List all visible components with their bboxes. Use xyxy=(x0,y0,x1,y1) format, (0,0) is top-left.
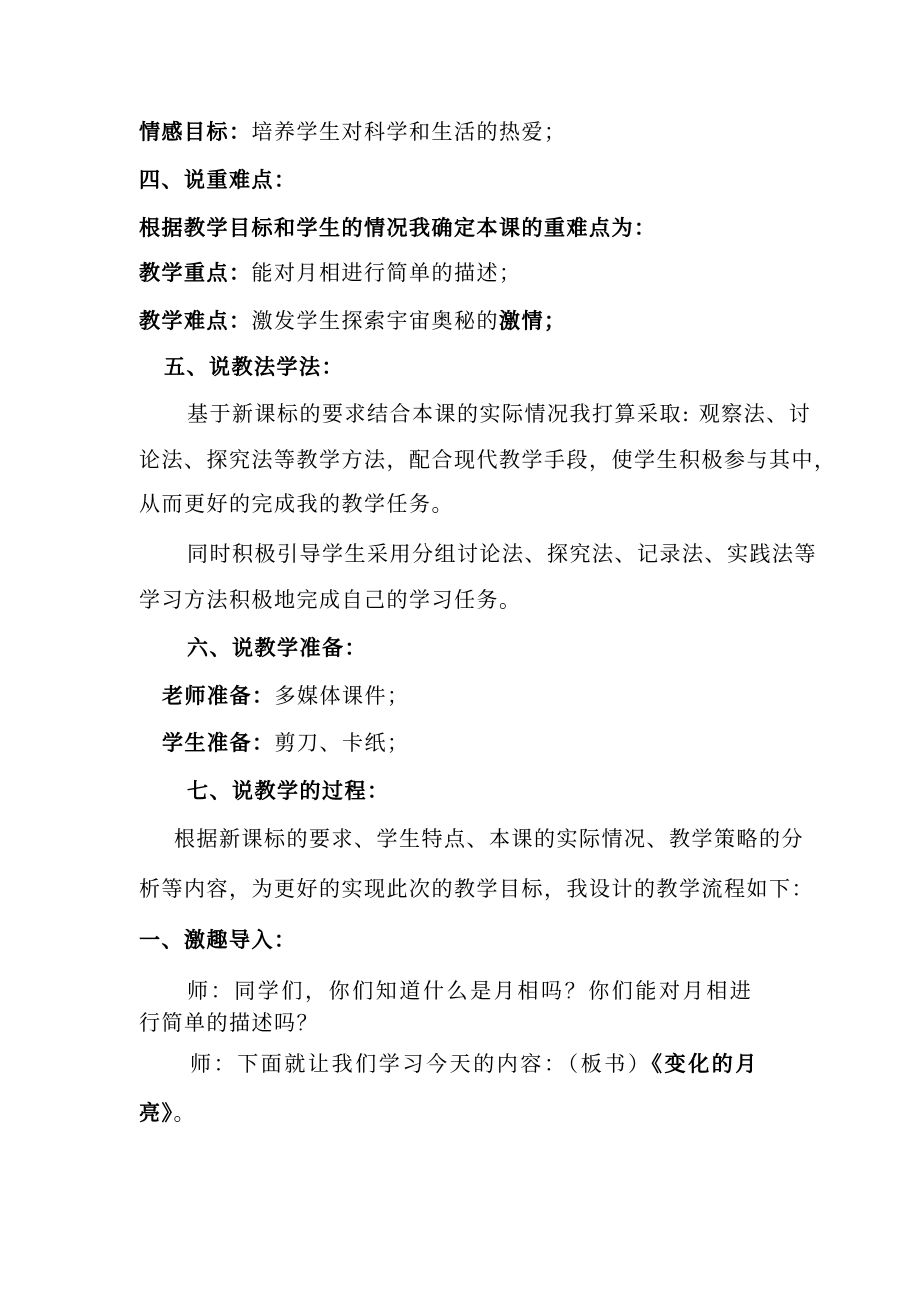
key-point-label: 教学重点： xyxy=(139,260,252,285)
section5-heading: 五、说教法学法： xyxy=(164,354,344,379)
teacher-prep-text: 多媒体课件； xyxy=(274,684,410,708)
teacher-question-line2: 行简单的描述吗？ xyxy=(139,1011,319,1035)
key-point-line xyxy=(139,259,522,287)
section4-heading: 四、说重难点： xyxy=(139,167,297,192)
section5-p1-line2: 论法、探究法等教学方法，配合现代教学手段，使学生积极参与其中， xyxy=(139,448,837,472)
student-prep-line xyxy=(162,729,410,757)
student-prep-label: 学生准备： xyxy=(162,730,275,755)
teacher-intro-line1 xyxy=(190,1050,759,1078)
emotion-goal-line xyxy=(139,118,567,146)
difficulty-label: 教学难点： xyxy=(139,308,252,333)
teacher-question-line1: 师：同学们，你们知道什么是月相吗？你们能对月相进 xyxy=(187,979,754,1003)
section7-heading: 七、说教学的过程： xyxy=(187,778,390,803)
teacher-intro-a: 师：下面就让我们学习今天的内容：（板书） xyxy=(190,1052,652,1076)
section7-p-line1: 根据新课标的要求、学生特点、本课的实际情况、教学策略的分 xyxy=(174,827,804,851)
emotion-goal-label: 情感目标： xyxy=(139,119,252,144)
section5-p1-line3: 从而更好的完成我的教学任务。 xyxy=(139,492,454,516)
part1-heading: 一、激趣导入： xyxy=(139,927,297,952)
key-point-text: 能对月相进行简单的描述； xyxy=(251,261,522,285)
teacher-intro-d: 。 xyxy=(173,1101,196,1125)
section5-p2-line1: 同时积极引导学生采用分组讨论法、探究法、记录法、实践法等 xyxy=(187,542,817,566)
teacher-intro-c: 亮》 xyxy=(139,1100,174,1125)
difficulty-text-b: 激情； xyxy=(499,308,567,333)
teacher-intro-b: 《变化的月 xyxy=(651,1051,759,1076)
difficulty-line xyxy=(139,307,567,335)
difficulty-text-a: 激发学生探索宇宙奥秘的 xyxy=(251,309,499,333)
section4-intro: 根据教学目标和学生的情况我确定本课的重难点为： xyxy=(139,215,657,240)
section7-p-line2: 析等内容，为更好的实现此次的教学目标，我设计的教学流程如下： xyxy=(139,877,814,901)
section5-p2-line2: 学习方法积极地完成自己的学习任务。 xyxy=(139,588,522,612)
emotion-goal-text: 培养学生对科学和生活的热爱； xyxy=(251,120,567,144)
teacher-prep-line xyxy=(162,682,410,710)
section5-p1-line1: 基于新课标的要求结合本课的实际情况我打算采取: 观察法、讨 xyxy=(187,402,812,426)
teacher-intro-line2 xyxy=(139,1099,196,1127)
teacher-prep-label: 老师准备： xyxy=(162,683,275,708)
section6-heading: 六、说教学准备： xyxy=(187,635,367,660)
student-prep-text: 剪刀、卡纸； xyxy=(274,731,410,755)
